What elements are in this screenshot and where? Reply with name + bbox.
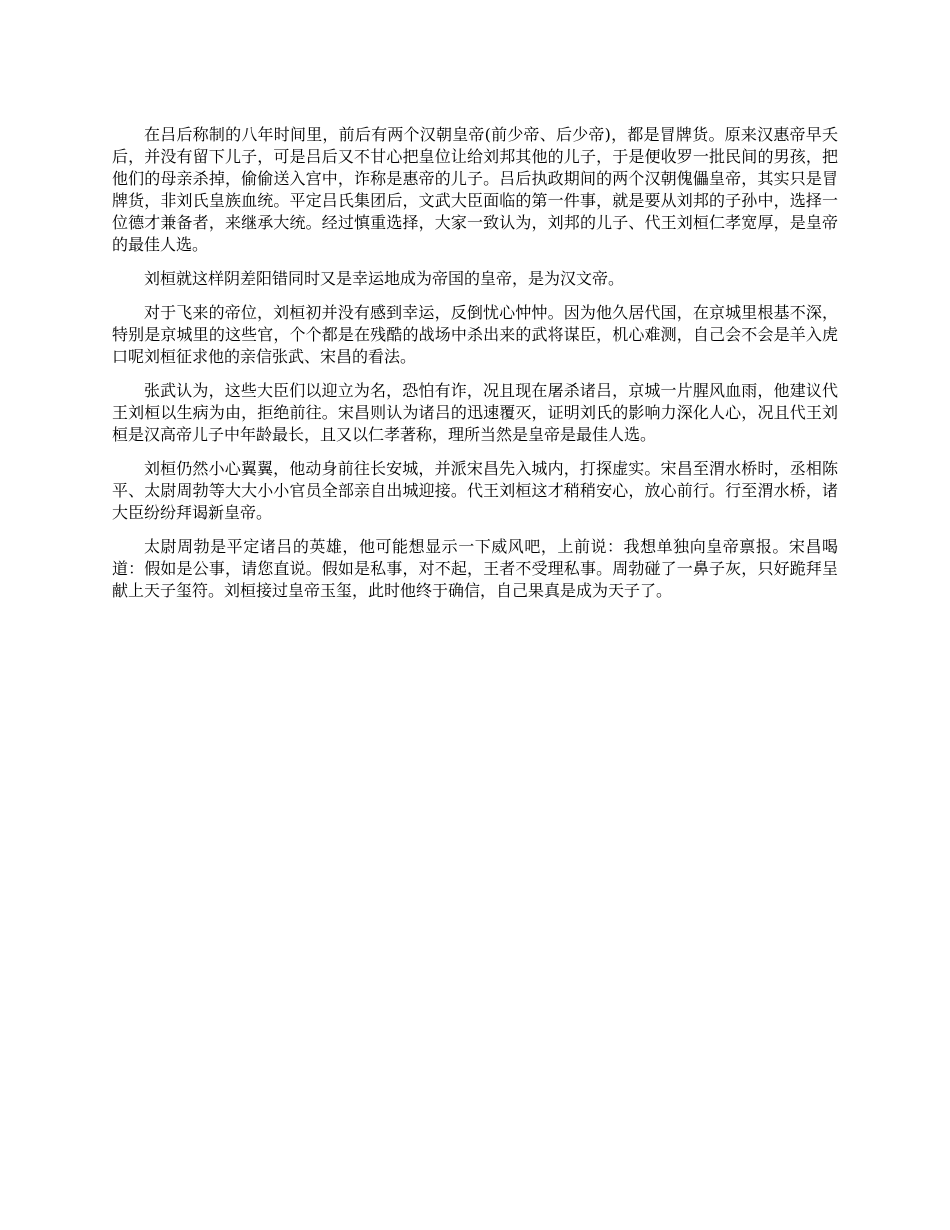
paragraph-6: 太尉周勃是平定诸吕的英雄，他可能想显示一下威风吧，上前说：我想单独向皇帝禀报。宋昌喝道：假如是公事，请您直说。假如是私事，对不起，王者不受理私事。周勃碰了一鼻子灰，只好跪拜呈献上天子玺符。刘桓接过皇帝玉玺，此时他终于确信，自己果真是成为天子了。 — [112, 537, 838, 600]
paragraph-2: 刘桓就这样阴差阳错同时又是幸运地成为帝国的皇帝，是为汉文帝。 — [144, 269, 625, 288]
paragraph-1: 在吕后称制的八年时间里，前后有两个汉朝皇帝(前少帝、后少帝)，都是冒牌货。原来汉惠帝早夭后，并没有留下儿子，可是吕后又不甘心把皇位让给刘邦其他的儿子，于是便收罗一批民间的男孩，把他们的母亲杀掉，偷偷送入宫中，诈称是惠帝的儿子。吕后执政期间的两个汉朝傀儡皇帝，其实只是冒牌货，非刘氏皇族血统。平定吕氏集团后，文武大臣面临的第一件事，就是要从刘邦的子孙中，选择一位德才兼备者，来继承大统。经过慎重选择，大家一致认为，刘邦的儿子、代王刘桓仁孝宽厚，是皇帝的最佳人选。 — [112, 125, 838, 254]
paragraph-3: 对于飞来的帝位，刘桓初并没有感到幸运，反倒忧心忡忡。因为他久居代国，在京城里根基不深，特别是京城里的这些官，个个都是在残酷的战场中杀出来的武将谋臣，机心难测，自己会不会是羊入虎口呢刘桓征求他的亲信张武、宋昌的看法。 — [112, 303, 838, 366]
document-body — [112, 124, 838, 614]
paragraph-4: 张武认为，这些大臣们以迎立为名，恐怕有诈，况且现在屠杀诸吕，京城一片腥风血雨，他建议代王刘桓以生病为由，拒绝前往。宋昌则认为诸吕的迅速覆灭，证明刘氏的影响力深化人心，况且代王刘桓是汉高帝儿子中年龄最长，且又以仁孝著称，理所当然是皇帝是最佳人选。 — [112, 381, 838, 444]
paragraph-5: 刘桓仍然小心翼翼，他动身前往长安城，并派宋昌先入城内，打探虚实。宋昌至渭水桥时，丞相陈平、太尉周勃等大大小小官员全部亲自出城迎接。代王刘桓这才稍稍安心，放心前行。行至渭水桥，诸大臣纷纷拜谒新皇帝。 — [112, 459, 838, 522]
